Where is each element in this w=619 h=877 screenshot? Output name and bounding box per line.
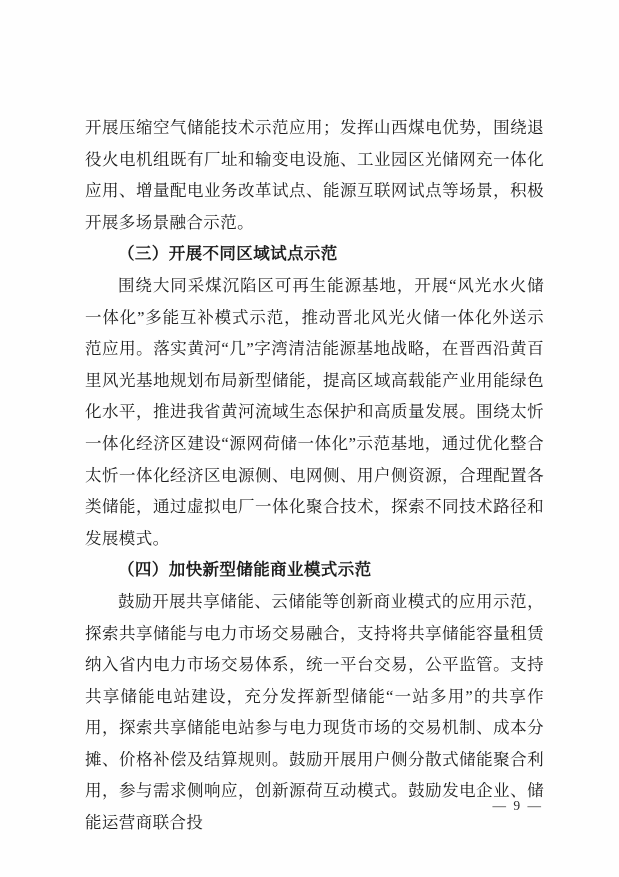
section-heading-3: （三）开展不同区域试点示范 (118, 244, 338, 264)
page-number: — 9 — (492, 798, 543, 813)
paragraph-section-3: 围绕大同采煤沉陷区可再生能源基地，开展“风光水火储一体化”多能互补模式示范，推动晋北风光火储一体化外送示范应用。落实黄河“几”字湾清洁能源基地战略，在晋西沿黄百里风光基地规划布局新型储能，提高区域高载能产业用能绿色化水平，推进我省黄河流域生态保护和高质量发展。围绕太忻一体化经济区建设“源网荷储一体化”示范基地，通过优化整合太忻一体化经济区电源侧、电网侧、用户侧资源，合理配置各类储能，通过虚拟电厂一体化聚合技术，探索不同技术路径和发展模式。 (85, 275, 544, 548)
paragraph-section-4: 鼓励开展共享储能、云储能等创新商业模式的应用示范，探索共享储能与电力市场交易融合，支持将共享储能容量租赁纳入省内电力市场交易体系，统一平台交易，公平监管。支持共享储能电站建设，充分发挥新型储能“一站多用”的共享作用，探索共享储能电站参与电力现货市场的交易机制、成本分摊、价格补偿及结算规则。鼓励开展用户侧分散式储能聚合利用，参与需求侧响应，创新源荷互动模式。鼓励发电企业、储能运营商联合投 (85, 591, 544, 833)
document-body (85, 112, 544, 839)
section-heading-4: （四）加快新型储能商业模式示范 (118, 560, 372, 580)
paragraph-continued: 开展压缩空气储能技术示范应用；发挥山西煤电优势，围绕退役火电机组既有厂址和输变电设施、工业园区光储网充一体化应用、增量配电业务改革试点、能源互联网试点等场景，积极开展多场景融合示范。 (85, 118, 544, 232)
